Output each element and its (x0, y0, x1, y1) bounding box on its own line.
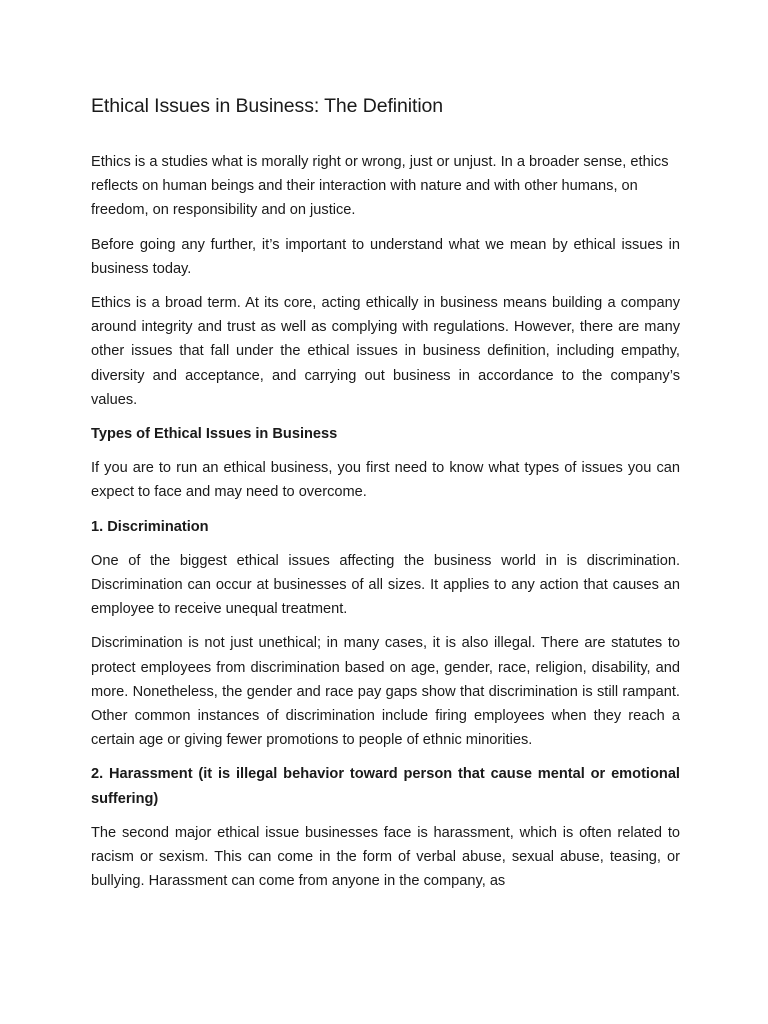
paragraph-discrimination-intro: One of the biggest ethical issues affecting the business world in is discrimination. Discrimination can occur at businesses of all sizes. It applies to any action that causes an employee to receive unequal treatment. (91, 552, 680, 618)
heading-types-of-ethical-issues: Types of Ethical Issues in Business (91, 426, 338, 443)
document-title: Ethical Issues in Business: The Definition (91, 95, 444, 117)
paragraph-broad-term: Ethics is a broad term. At its core, acting ethically in business means building a company around integrity and trust as well as complying with regulations. However, there are many other issues that fall under the ethical issues in business definition, including empathy, diversity and acceptance, and carrying out business in accordance to the company’s values. (91, 295, 680, 408)
paragraph-run-ethical-business: If you are to run an ethical business, you first need to know what types of issues you can expect to face and may need to overcome. (91, 460, 680, 501)
heading-harassment: 2. Harassment (it is illegal behavior toward person that cause mental or emotional suffering) (91, 766, 680, 807)
paragraph-harassment: The second major ethical issue businesses face is harassment, which is often related to racism or sexism. This can come in the form of verbal abuse, sexual abuse, teasing, or bullying. Harassment can come from anyone in the company, as (91, 824, 680, 890)
paragraph-before-going-further: Before going any further, it’s important to understand what we mean by ethical issues in business today. (91, 236, 680, 277)
paragraph-discrimination-illegal: Discrimination is not just unethical; in many cases, it is also illegal. There are statutes to protect employees from discrimination based on age, gender, race, religion, disability, and more. Nonetheless, the gender and race pay gaps show that discrimination is still rampant. Other common instances of discrimination include firing employees when they reach a certain age or giving fewer promotions to people of ethnic minorities. (91, 635, 680, 749)
paragraph-ethics-definition: Ethics is a studies what is morally right or wrong, just or unjust. In a broader sense, ethics reflects on human beings and their interaction with nature and with other humans, on freedom, on responsibility and on justice. (91, 154, 669, 219)
heading-discrimination: 1. Discrimination (91, 518, 209, 535)
